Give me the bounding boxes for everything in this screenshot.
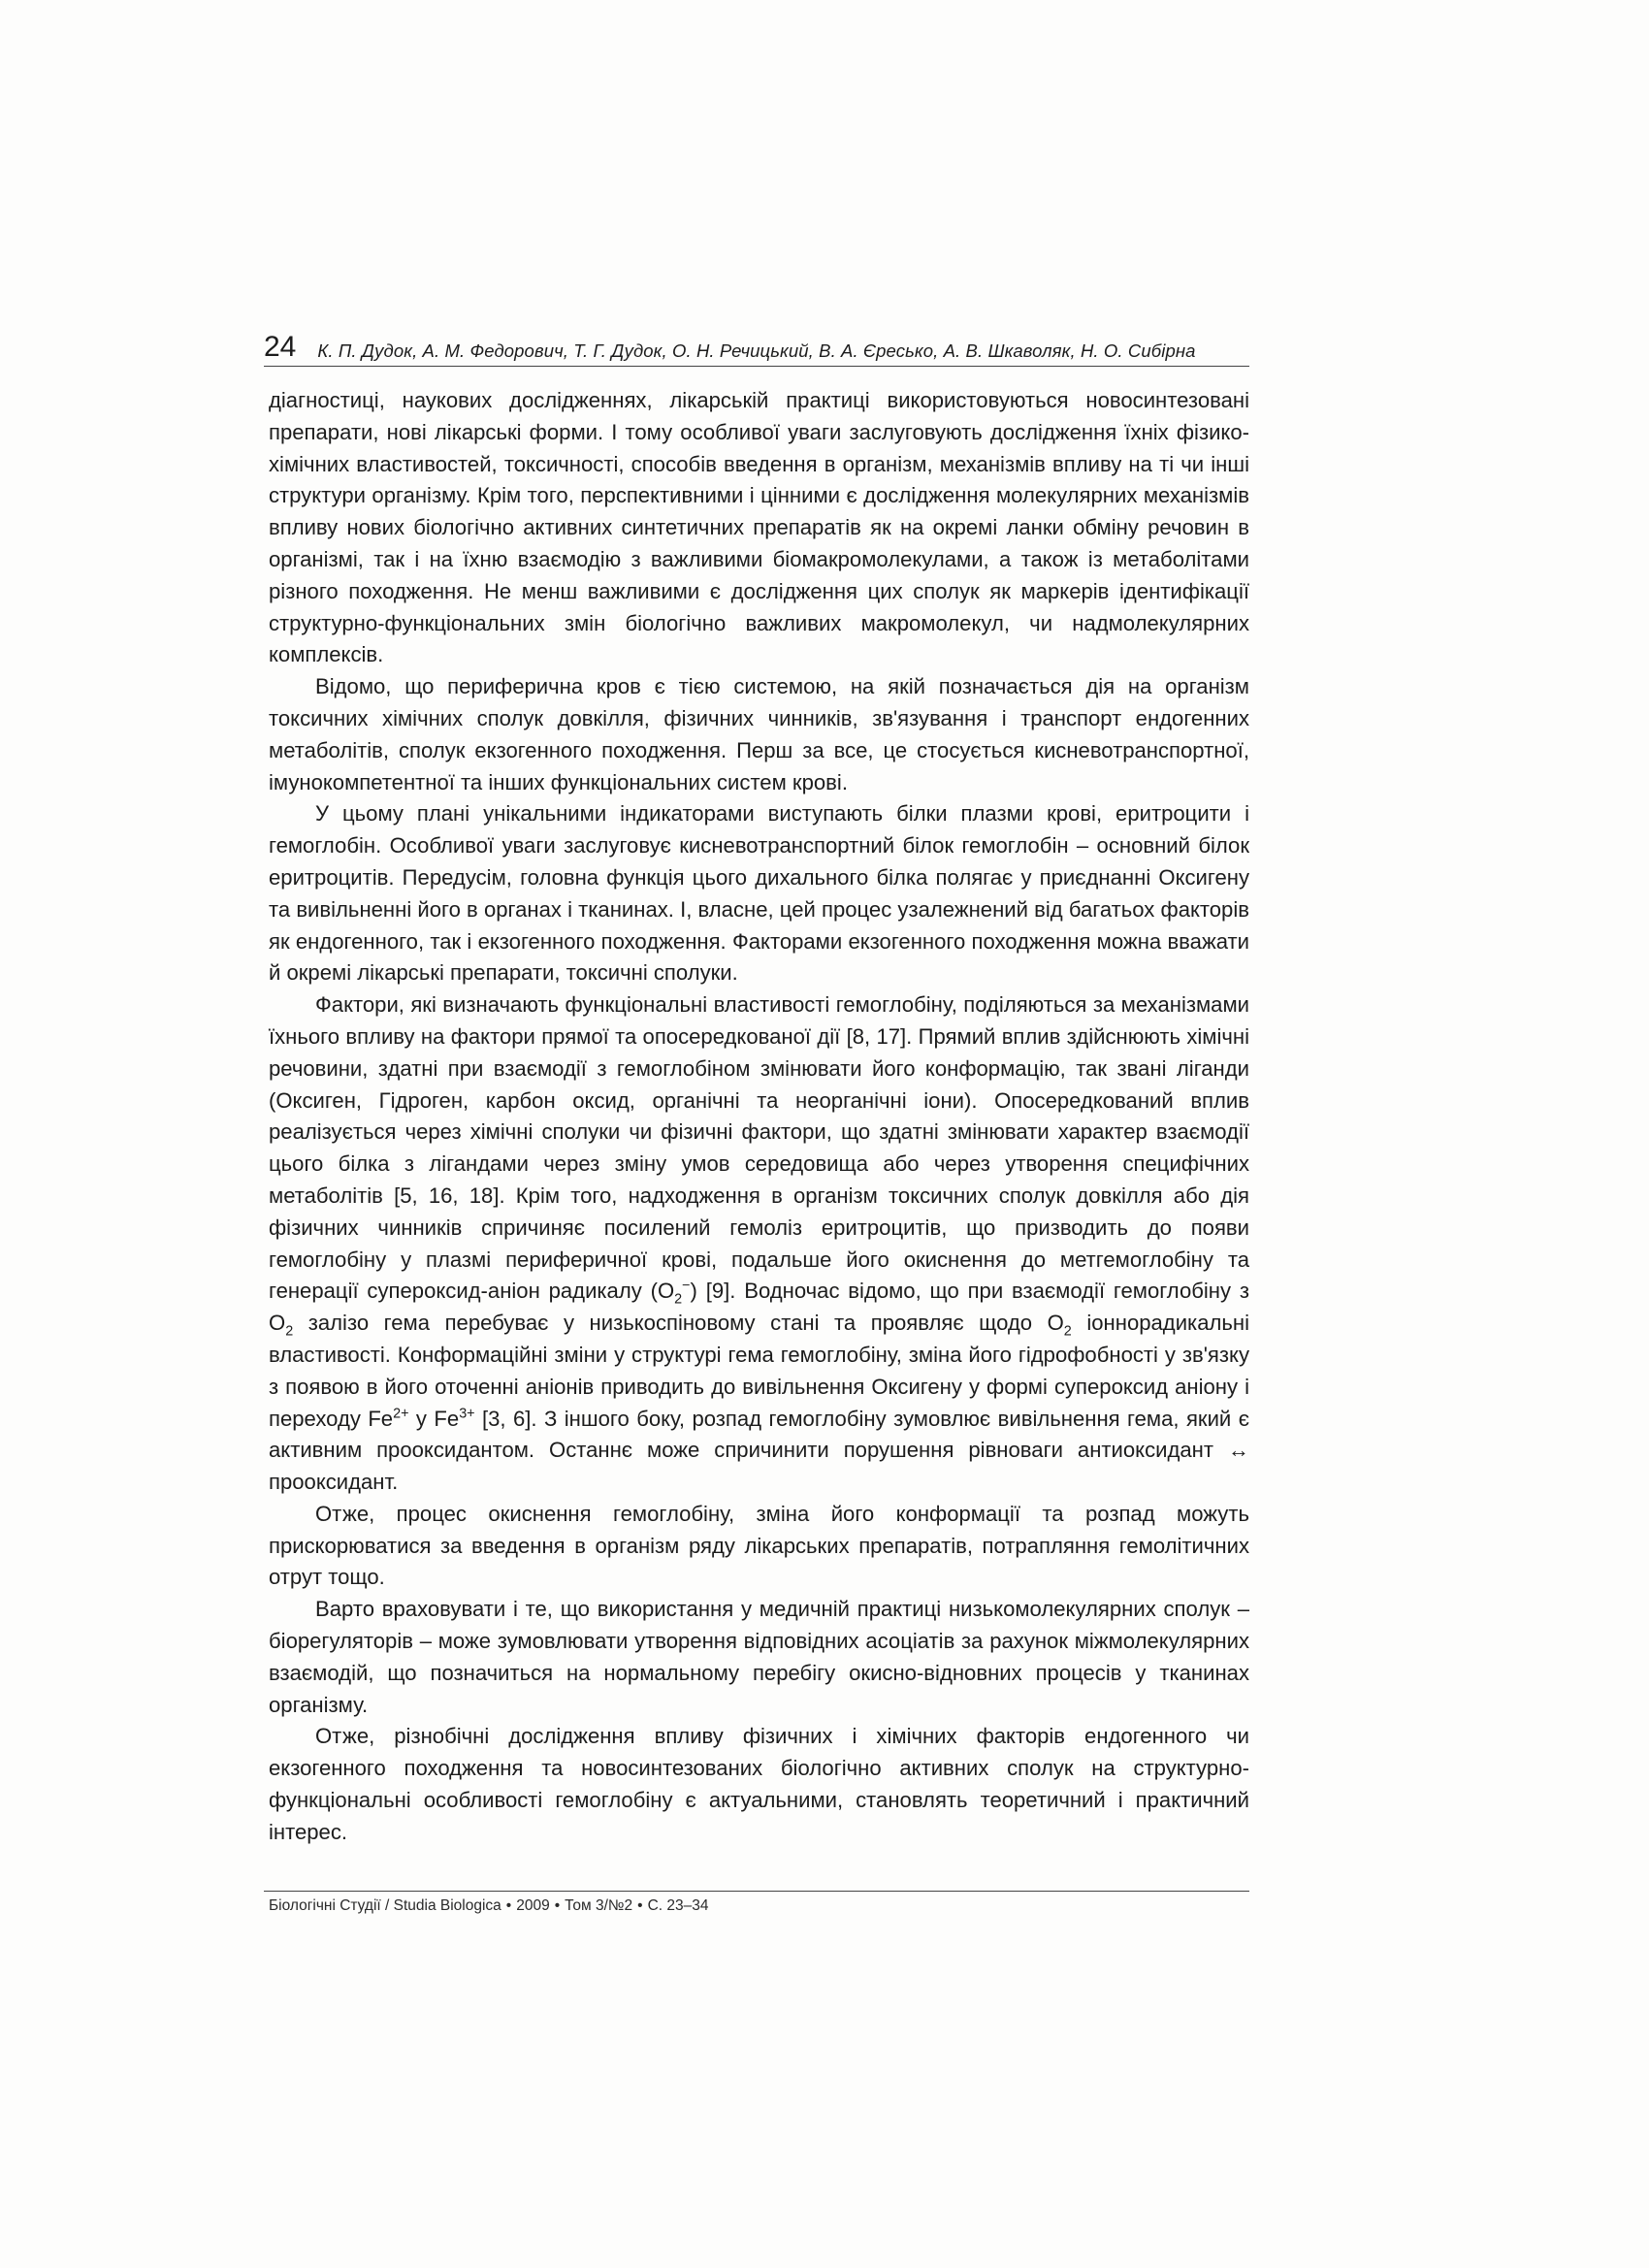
paragraph-7: Отже, різнобічні дослідження впливу фізичних і хімічних факторів ендогенного чи екзогенного походження та новосинтезованих біологічно активних сполук на структурно-функціональні особливості гемоглобіну є актуальними, становлять теоретичний і практичний інтерес.: [269, 1724, 1249, 1844]
paragraph-4-part-e: у Fe: [408, 1406, 460, 1431]
paragraph-1: діагностиці, наукових дослідженнях, лікарській практиці використовуються новосинтезовані препарати, нові лікарські форми. І тому особливої уваги заслуговують дослідження їхніх фізико-хімічних властивостей, токсичності, способів введення в організм, механізмів впливу на ті чи інші структури організму. Крім того, перспективними і цінними є дослідження молекулярних механізмів впливу нових біологічно активних синтетичних препаратів як на окремі ланки обміну речовин в організмі, так і на їхню взаємодію з важливими біомакромолекулами, а також із метаболітами різного походження. Не менш важливими є дослідження цих сполук як маркерів ідентифікації структурно-функціональних змін біологічно важливих макромолекул, чи надмолекулярних комплексів.: [269, 388, 1249, 667]
journal-year: 2009: [516, 1897, 550, 1914]
journal-pages: С. 23–34: [647, 1897, 709, 1914]
separator-dot: •: [637, 1897, 643, 1914]
superscript-fe2: 2+: [393, 1406, 409, 1422]
superscript-fe3: 3+: [459, 1406, 475, 1422]
authors-line: К. П. Дудок, А. М. Федорович, Т. Г. Дудок, О. Н. Речицький, В. А. Єресько, А. В. Шкаволяк, Н. О. Сибірна: [317, 340, 1196, 361]
subscript-2: 2: [285, 1323, 294, 1340]
paragraph-4-part-f: [3, 6]. З іншого боку, розпад гемоглобіну зумовлює вивільнення гема, який є активним прооксидантом. Останнє може спричинити порушення рівноваги антиоксидант ↔ прооксидант.: [269, 1406, 1249, 1495]
separator-dot: •: [505, 1897, 512, 1914]
paragraph-6: Варто враховувати і те, що використання у медичній практиці низькомолекулярних сполук – біорегуляторів – може зумовлювати утворення відповідних асоціатів за рахунок міжмолекулярних взаємодій, що позначиться на нормальному перебігу окисно-відновних процесів у тканинах організму.: [269, 1597, 1249, 1717]
paragraph-4-part-d: іоннорадикальні властивості. Конформаційні зміни у структурі гема гемоглобіну, зміна його гідрофобності у зв'язку з появою в його оточенні аніонів приводить до вивільнення Оксигену у формі супероксид аніону і переходу Fe: [269, 1311, 1249, 1431]
article-body: [269, 385, 1249, 1849]
separator-dot: •: [554, 1897, 561, 1914]
paragraph-4-part-c: залізо гема перебуває у низькоспіновому стані та проявляє щодо О: [293, 1311, 1064, 1336]
footer-rule: [264, 1891, 1249, 1892]
paragraph-5: Отже, процес окиснення гемоглобіну, зміна його конформації та розпад можуть прискорюватися за введення в організм ряду лікарських препаратів, потрапляння гемолітичних отрут тощо.: [269, 1501, 1249, 1590]
paragraph-2: Відомо, що периферична кров є тією системою, на якій позначається дія на організм токсичних хімічних сполук довкілля, фізичних чинників, зв'язування і транспорт ендогенних метаболітів, сполук екзогенного походження. Перш за все, це стосується кисневотранспортної, імунокомпетентної та інших функціональних систем крові.: [269, 674, 1249, 794]
journal-name: Біологічні Студії / Studia Biologica: [269, 1897, 501, 1914]
superscript-minus: −: [682, 1278, 691, 1294]
paragraph-4-part-b: ) [9]. Водночас відомо, що при взаємодії гемоглобіну з О: [269, 1279, 1249, 1336]
paragraph-4: [269, 989, 1249, 1499]
paragraph-4-part-a: Фактори, які визначають функціональні властивості гемоглобіну, поділяються за механізмами їхнього впливу на фактори прямої та опосередкованої дії [8, 17]. Прямий вплив здійснюють хімічні речовини, здатні при взаємодії з гемоглобіном змінювати його конформацію, так звані ліганди (Оксиген, Гідроген, карбон оксид, органічні та неорганічні іони). Опосередкований вплив реалізується через хімічні сполуки чи фізичні фактори, що здатні змінювати характер взаємодії цього білка з лігандами через зміну умов середовища або через утворення специфічних метаболітів [5, 16, 18]. Крім того, надходження в організм токсичних сполук довкілля або дія фізичних чинників спричиняє посилений гемоліз еритроцитів, що призводить до появи гемоглобіну у плазмі периферичної крові, подальше його окиснення до метгемоглобіну та генерації супероксид-аніон радикалу (О: [269, 992, 1249, 1304]
paragraph-3: У цьому плані унікальними індикаторами виступають білки плазми крові, еритроцити і гемоглобін. Особливої уваги заслуговує кисневотранспортний білок гемоглобін – основний білок еритроцитів. Передусім, головна функція цього дихального білка полягає у приєднанні Оксигену та вивільненні його в органах і тканинах. І, власне, цей процес узалежнений від багатьох факторів як ендогенного, так і екзогенного походження. Факторами екзогенного походження можна вважати й окремі лікарські препарати, токсичні сполуки.: [269, 801, 1249, 986]
running-header: [264, 328, 1249, 367]
subscript-2: 2: [674, 1291, 683, 1308]
subscript-2: 2: [1063, 1323, 1072, 1340]
journal-volume: Том 3/№2: [565, 1897, 633, 1914]
page-number: 24: [264, 331, 297, 363]
journal-footer: [269, 1896, 709, 1916]
